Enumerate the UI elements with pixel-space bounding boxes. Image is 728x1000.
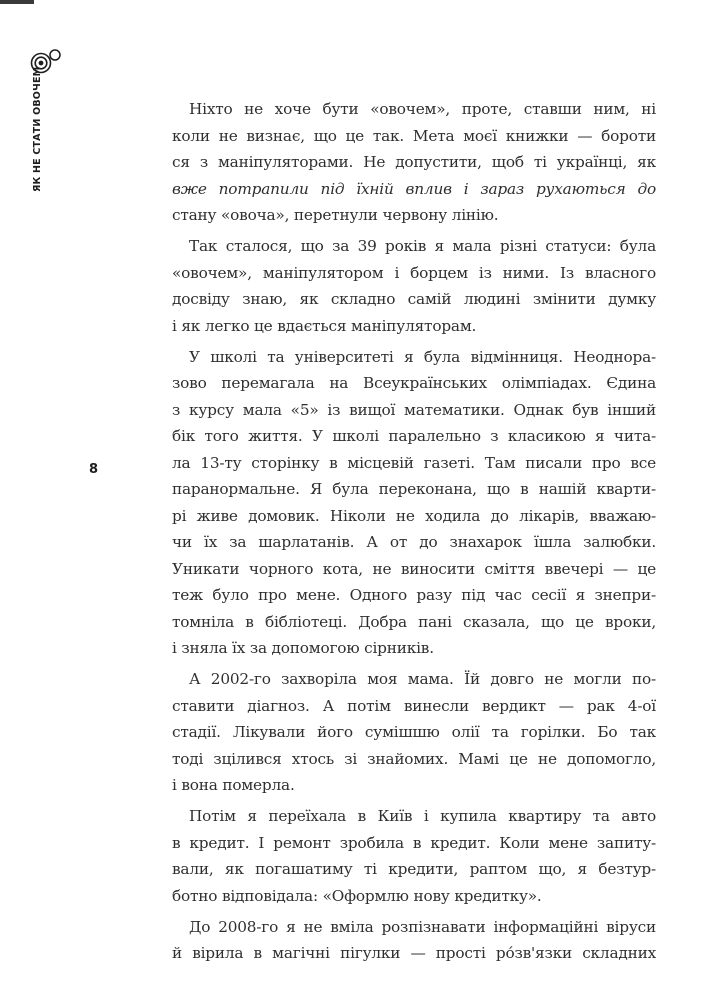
text-line: ла 13-ту сторінку в місцевій газеті. Там писали про все bbox=[172, 453, 656, 472]
running-head: ЯК НЕ СТАТИ ОВОЧЕМ bbox=[32, 66, 43, 192]
text-line: і як легко це вдається маніпуляторам. bbox=[172, 316, 477, 335]
text-line: А 2002-го захворіла моя мама. Їй довго не могли по- bbox=[189, 670, 656, 688]
text-line: і вона померла. bbox=[172, 776, 295, 794]
text-line: Потім я переїхала в Київ і купила квартиру та авто bbox=[189, 807, 656, 825]
paragraph bbox=[172, 666, 656, 799]
scan-edge-mark bbox=[0, 0, 34, 4]
text-line: тоді зцілився хтось зі знайомих. Мамі це не допомогло, bbox=[172, 749, 656, 768]
text-line bbox=[172, 176, 656, 203]
text-line: зово перемагала на Всеукраїнських олімпіадах. Єдина bbox=[172, 374, 656, 392]
text-line: вали, як погашатиму ті кредити, раптом що, я безтур- bbox=[172, 860, 656, 878]
text-line: теж було про мене. Одного разу під час сесії я знепри- bbox=[172, 586, 656, 604]
text-line: й вірила в магічні пігулки — прості ро́зв'язки складних bbox=[172, 944, 656, 962]
paragraph bbox=[172, 914, 656, 967]
text-line: ставити діагноз. А потім винесли вердикт — рак 4-ої bbox=[172, 696, 656, 715]
paragraph bbox=[172, 803, 656, 909]
text-line: стадії. Лікували його сумішшю олії та горілки. Бо так bbox=[172, 723, 656, 741]
text-line: рі живе домовик. Ніколи не ходила до лікарів, вважаю- bbox=[172, 506, 656, 525]
text-line: томніла в бібліотеці. Добра пані сказала, що це вроки, bbox=[172, 612, 656, 631]
text-line: ботно відповідала: «Оформлю нову кредитку». bbox=[172, 886, 542, 905]
page-number: 8 bbox=[89, 462, 99, 477]
text-line: «овочем», маніпулятором і борцем із ними. Із власного bbox=[172, 263, 656, 282]
text-line: бік того життя. У школі паралельно з класикою я чита- bbox=[172, 427, 656, 445]
text-line: Уникати чорного кота, не виносити сміття ввечері — це bbox=[172, 559, 656, 578]
paragraph bbox=[172, 233, 656, 339]
text-line: До 2008-го я не вміла розпізнавати інформаційні віруси bbox=[189, 917, 656, 936]
text-line: коли не визнає, що це так. Мета моєї книжки — бороти bbox=[172, 126, 656, 145]
body-text bbox=[172, 96, 656, 971]
text-line: і зняла їх за допомогою сірників. bbox=[172, 639, 434, 657]
italic-text: вже потрапили під їхній вплив і зараз рухаються до bbox=[172, 179, 656, 198]
text-line: з курсу мала «5» із вищої математики. Однак був інший bbox=[172, 400, 656, 419]
text-line: досвіду знаю, як складно самій людині змінити думку bbox=[172, 290, 656, 308]
text-line: ся з маніпуляторами. Не допустити, щоб ті українці, як bbox=[172, 153, 656, 171]
text-line: Ніхто не хоче бути «овочем», проте, ставши ним, ні bbox=[189, 100, 656, 118]
paragraph bbox=[172, 96, 656, 229]
text-line: паранормальне. Я була переконана, що в нашій кварти- bbox=[172, 480, 656, 498]
text-line: чи їх за шарлатанів. А от до знахарок їшла залюбки. bbox=[172, 533, 656, 551]
text-line: в кредит. І ремонт зробила в кредит. Коли мене запиту- bbox=[172, 833, 656, 852]
paragraph bbox=[172, 344, 656, 662]
text-line: стану «овоча», перетнули червону лінію. bbox=[172, 206, 499, 224]
text-line: У школі та університеті я була відмінниця. Неоднора- bbox=[189, 347, 656, 366]
text-line: Так сталося, що за 39 років я мала різні статуси: була bbox=[189, 237, 656, 255]
